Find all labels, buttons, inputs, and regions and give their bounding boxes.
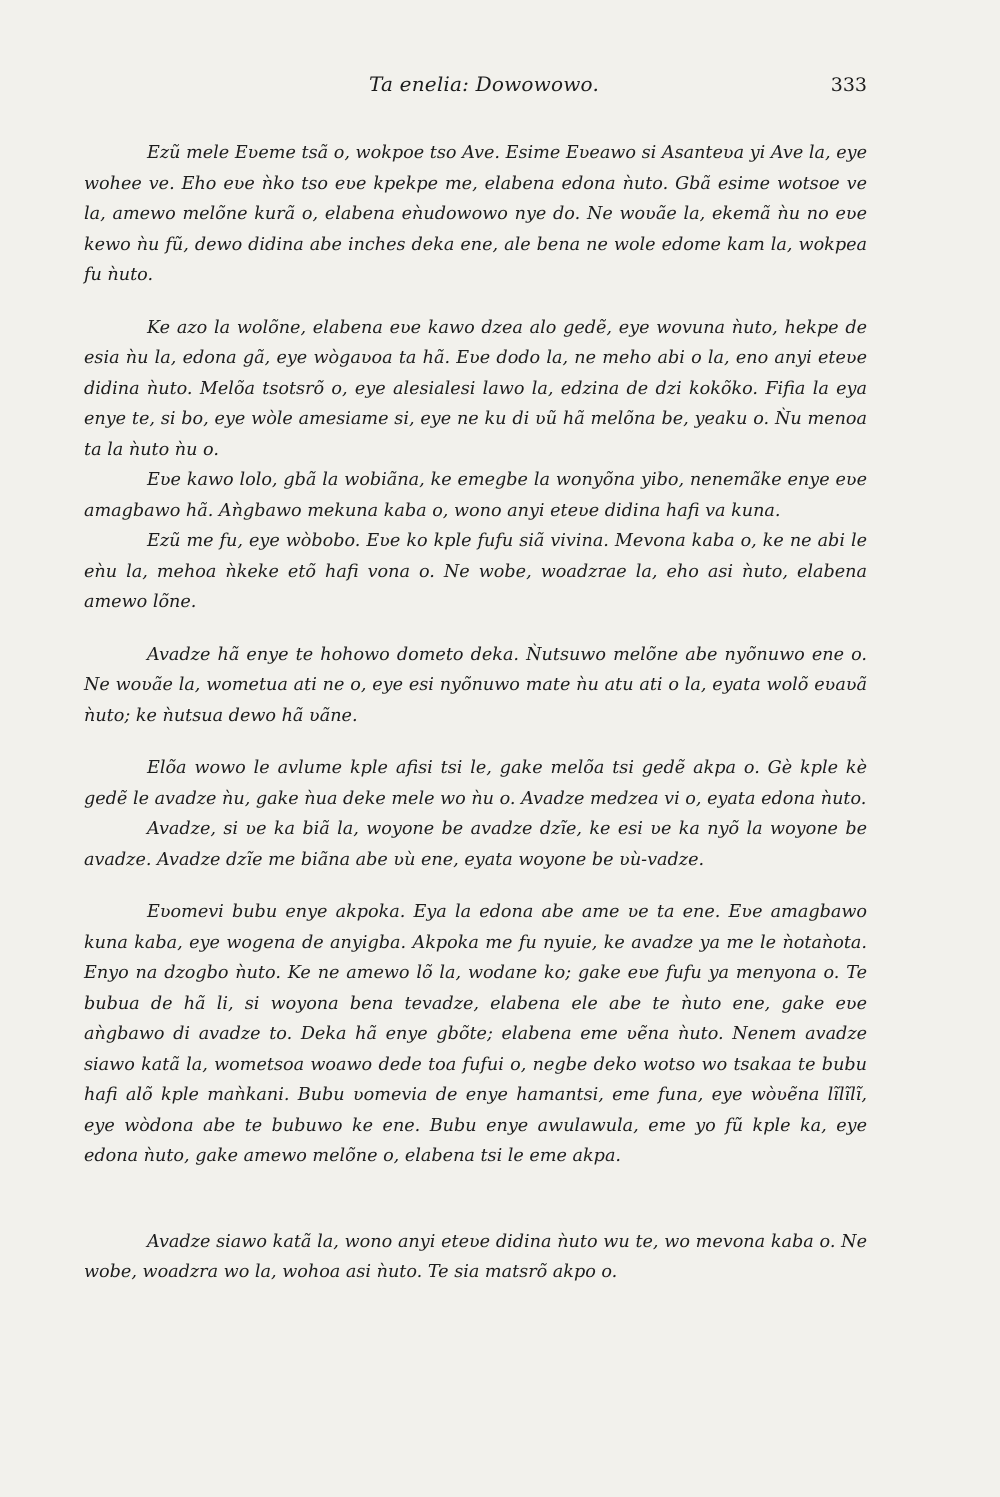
paragraph-avadze: Avadze hã enye te hohowo dometo deka. Ǹutsuwo melõne abe nyõnuwo ene o. Ne woʋãe la, wometua ati ne o, eye esi nyõnuwo mate ǹu atu ati o la, eyata wolõ eʋaʋã ǹuto; ke ǹutsua dewo hã ʋãne. — [84, 644, 867, 726]
paragraph-ewe-kawo: Eʋe kawo lolo, gbã la wobiãna, ke emegbe la wonyõna yibo, nenemãke enye eʋe amagbawo hã. Aǹgbawo mekuna kaba o, wono anyi eteʋe didina hafi va kuna. — [84, 470, 867, 521]
paragraph-ke-azo: Ke azo la wolõne, elabena eʋe kawo dzea alo gedẽ, eye wovuna ǹuto, hekpe de esia ǹu la, edona gã, eye wògaʋoa ta hã. Eʋe dodo la, ne meho abi o la, eno anyi eteʋe didina ǹuto. Melõa tsotsrõ o, eye alesialesi lawo la, edzina de dzi kokõko. Fifia la eya enye te, si bo, eye wòle amesiame si, eye ne ku di ʋũ hã melõna be, yeaku o. Ǹu menoa ta la ǹuto ǹu o. — [84, 317, 867, 460]
book-page — [84, 72, 867, 1452]
paragraph-ezu: Ezũ mele Eʋeme tsã o, wokpoe tso Ave. Esime Eʋeawo si Asanteʋa yi Ave la, eye wohee ve. Eho eʋe ǹko tso eʋe kpekpe me, elabena edona ǹuto. Gbã esime wotsoe ve la, amewo melõne kurã o, elabena eǹudowowo nye do. Ne woʋãe la, ekemã ǹu no eʋe kewo ǹu fũ, dewo didina abe inches deka ene, ale bena ne wole edome kam la, wokpea fu ǹuto. — [84, 143, 867, 285]
paragraph-avadze-siawo: Avadze siawo katã la, wono anyi eteʋe didina ǹuto wu te, wo mevona kaba o. Ne wobe, woadzra wo la, wohoa asi ǹuto. Te sia matsrõ akpo o. — [84, 1231, 867, 1282]
running-head — [84, 72, 867, 108]
paragraph-eloa: Elõa wowo le avlume kple afisi tsi le, gake melõa tsi gedẽ akpa o. Gè kple kè gedẽ le avadze ǹu, gake ǹua deke mele wo ǹu o. Avadze medzea vi o, eyata edona ǹuto. — [84, 758, 867, 809]
page-number: 333 — [830, 74, 867, 96]
paragraph-ewomevi: Eʋomevi bubu enye akpoka. Eya la edona abe ame ʋe ta ene. Eʋe amagbawo kuna kaba, eye wogena de anyigba. Akpoka me fu nyuie, ke avadze ya me le ǹotaǹota. Enyo na dzogbo ǹuto. Ke ne amewo lõ la, wodane ko; gake eʋe fufu ya menyona o. Te bubua de hã li, si woyona bena tevadze, elabena ele abe te ǹuto ene, gake eʋe aǹgbawo di avadze to. Deka hã enye gbõte; elabena eme ʋẽna ǹuto. Nenem avadze siawo katã la, wometsoa woawo dede toa fufui o, negbe deko wotso wo tsakaa te bubu hafi alõ kple maǹkani. Bubu ʋomevia de enye hamantsi, eme funa, eye wòʋẽna lĩlĩlĩ, eye wòdona abe te bubuwo ke ene. Bubu enye awulawula, eme yo fũ kple ka, eye edona ǹuto, gake amewo melõne o, elabena tsi le eme akpa. — [84, 902, 867, 1166]
paragraph-avadze-si: Avadze, si ʋe ka biã la, woyone be avadze dzĩe, ke esi ʋe ka nyõ la woyone be avadze. Avadze dzĩe me biãna abe ʋù ene, eyata woyone be ʋù-vadze. — [84, 819, 867, 870]
body-text — [84, 138, 867, 1288]
running-title: Ta enelia: Dowowowo. — [369, 72, 599, 96]
paragraph-ezu-me-fu: Ezũ me fu, eye wòbobo. Eʋe ko kple fufu siã vivina. Mevona kaba o, ke ne abi le eǹu la, mehoa ǹkeke etõ hafi vona o. Ne wobe, woadzrae la, eho asi ǹuto, elabena amewo lõne. — [84, 531, 867, 612]
